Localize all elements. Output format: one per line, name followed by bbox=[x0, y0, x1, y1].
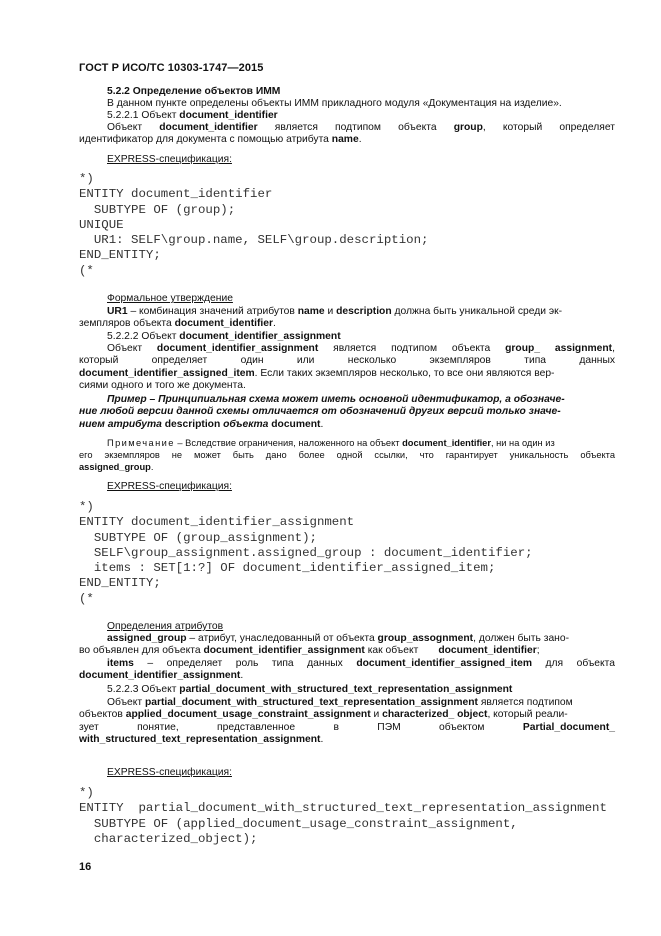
note-label: Примечание bbox=[107, 438, 175, 448]
body-line: assigned_group – атрибут, унаследованный от объекта group_assognment, должен быть зано- bbox=[107, 633, 570, 644]
section-5-2-2-3-title: 5.2.2.3 Объект partial_document_with_structured_text_representation_assignment bbox=[107, 684, 513, 695]
body-line: сиями одного и того же документа. bbox=[79, 380, 246, 392]
body-line: Объект partial_document_with_structured_text_representation_assignment является подтипом bbox=[107, 697, 573, 708]
body-line: нием атрибута description объекта document. bbox=[79, 418, 324, 430]
ur1-rule bbox=[79, 306, 615, 331]
body-line: во объявлен для объекта document_identifier_assignment как объект document_identifier; bbox=[79, 645, 540, 657]
section-5-2-2-1-title bbox=[79, 110, 615, 122]
attribute-assigned-group bbox=[79, 633, 615, 658]
body-line: Примечание – Вследствие ограничения, наложенного на объект document_identifier, ни на один из bbox=[107, 438, 555, 448]
body-line: Пример – Принципиальная схема может иметь основной идентификатор, а обозначе- bbox=[107, 394, 565, 405]
body-line: который определяет один или несколько экземпляров типа данных bbox=[79, 355, 615, 367]
body-line: земпляров объекта document_identifier. bbox=[79, 318, 276, 330]
body-line: ние любой версии данной схемы отличается от обозначений других версий только значе- bbox=[79, 406, 561, 418]
section-5-2-2-title: 5.2.2 Определение объектов ИММ bbox=[107, 86, 281, 97]
body-line: идентификатор для документа с помощью атрибута name. bbox=[79, 134, 362, 146]
express-label: EXPRESS-спецификация: bbox=[107, 154, 232, 165]
page-number: 16 bbox=[79, 861, 92, 873]
section-5-2-2-3-body bbox=[79, 697, 615, 747]
body-line: UR1 – комбинация значений атрибутов name и description должна быть уникальной среди эк- bbox=[107, 306, 563, 317]
formal-statement-label: Формальное утверждение bbox=[107, 293, 233, 304]
body-line: items – определяет роль типа данных document_identifier_assigned_item для объекта bbox=[107, 658, 615, 669]
express-code-block-2: *) ENTITY document_identifier_assignment SUBTYPE OF (group_assignment); SELF\group_assignment.assigned_group : document_identifier; items : SET[1:?] OF document_identifier_assigned_item; END_ENTITY; (* bbox=[79, 500, 533, 606]
section-5-2-2-text: В данном пункте определены объекты ИММ прикладного модуля «Документация на изделие». bbox=[107, 98, 562, 109]
express-label-2: EXPRESS-спецификация: bbox=[107, 481, 232, 492]
entity-name: document_identifier bbox=[179, 110, 278, 121]
attribute-definitions-label: Определения атрибутов bbox=[107, 621, 224, 632]
example-paragraph bbox=[79, 394, 615, 431]
body-line: зует понятие, представленное в ПЭМ объектом Partial_document_ bbox=[79, 721, 615, 733]
body-line: его экземпляров не может быть дано более одной ссылки, что гарантирует уникальность объекта bbox=[79, 449, 615, 460]
express-code-block-3: *) ENTITY partial_document_with_structured_text_representation_assignment SUBTYPE OF (applied_document_usage_constraint_assignment, characterized_object); bbox=[79, 786, 607, 846]
note-paragraph bbox=[79, 438, 615, 473]
body-line: Объект document_identifier_assignment является подтипом объекта group_ assignment, bbox=[107, 343, 615, 354]
body-line: объектов applied_document_usage_constraint_assignment и characterized_ object, который реали- bbox=[79, 709, 568, 721]
section-5-2-2-1-body bbox=[79, 122, 615, 147]
body-line: document_identifier_assigned_item. Если таких экземпляров несколько, то все они являются вер- bbox=[79, 367, 555, 379]
section-5-2-2-2-body bbox=[79, 343, 615, 393]
body-line: Объект document_identifier является подтипом объекта group, который определяет bbox=[107, 122, 615, 133]
attribute-items bbox=[79, 658, 615, 683]
body-line: assigned_group. bbox=[79, 461, 154, 472]
section-5-2-2-2-title: 5.2.2.2 Объект document_identifier_assignment bbox=[107, 331, 341, 342]
title-prefix: 5.2.2.1 Объект bbox=[107, 110, 180, 121]
body-line: with_structured_text_representation_assignment. bbox=[79, 734, 324, 746]
express-label-3: EXPRESS-спецификация: bbox=[107, 767, 232, 778]
page-header: ГОСТ Р ИСО/ТС 10303-1747—2015 bbox=[79, 62, 264, 74]
body-line: document_identifier_assignment. bbox=[79, 670, 244, 682]
express-code-block-1: *) ENTITY document_identifier SUBTYPE OF (group); UNIQUE UR1: SELF\group.name, SELF\group.description; END_ENTITY; (* bbox=[79, 172, 429, 278]
